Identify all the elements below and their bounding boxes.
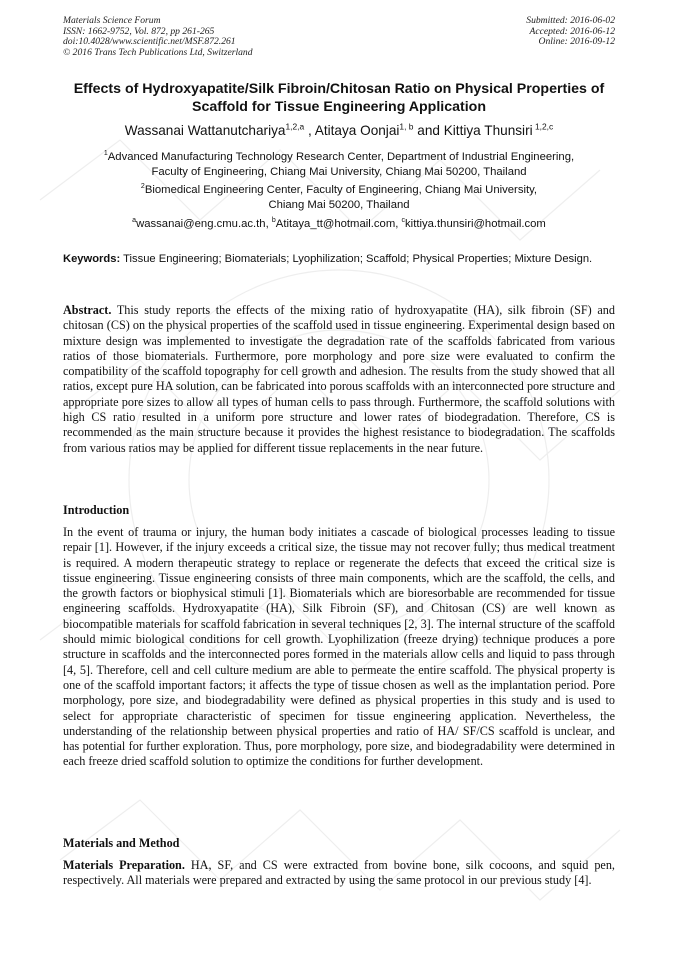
paper-title: Effects of Hydroxyapatite/Silk Fibroin/Chitosan Ratio on Physical Properties of Scaffold for Tissue Engineering Application [73,81,605,115]
doi-line: doi:10.4028/www.scientific.net/MSF.872.261 [63,36,236,48]
affiliation-1 [40,150,638,179]
copyright-line: © 2016 Trans Tech Publications Ltd, Switzerland [63,46,253,58]
email-mark: c [401,217,406,225]
author-separator: , [304,123,315,138]
affiliation-mark: 2 [140,183,145,191]
affiliation-line: Chiang Mai 50200, Thailand [268,198,410,211]
author-affiliation-mark: 1, b [399,121,414,132]
email-mark: a [132,217,137,225]
affiliation-line [40,183,638,198]
materials-preparation-text: HA, SF, and CS were extracted from bovine bone, silk cocoons, and squid pen, respectively. All materials were prepared and extracted by using the same protocol in our previous study [4]. [63,858,615,888]
author-affiliation-mark: 1,2,c [532,121,554,132]
journal-name: Materials Science Forum [63,15,161,26]
journal-dates-right [526,16,615,48]
author-name: Wassanai Wattanutchariya [124,123,286,138]
keywords-label: Keywords: [63,253,121,265]
email-address[interactable]: Atitaya_tt@hotmail.com, [275,218,402,230]
author-separator: and [413,123,444,138]
affiliation-text: Advanced Manufacturing Technology Research Center, Department of Industrial Engineering, [107,151,575,163]
introduction-heading: Introduction [63,503,130,517]
materials-preparation-paragraph [63,858,615,889]
affiliation-line [40,150,638,165]
issn-line: ISSN: 1662-9752, Vol. 872, pp 261-265 [63,25,215,37]
author-affiliation-mark: 1,2,a [285,121,305,132]
email-mark: b [271,217,276,225]
email-address[interactable]: wassanai@eng.cmu.ac.th, [136,218,272,230]
accepted-date: Accepted: 2016-06-12 [529,25,615,37]
introduction-text: In the event of trauma or injury, the human body initiates a cascade of biological processes leading to tissue repair [1]. However, if the injury exceeds a critical size, the tissue may not recover fully; thus medical treatment is required. A modern therapeutic strategy to replace or regenerate the defects that exceed the critical size is tissue engineering. Tissue engineering consists of three main components, which are the scaffold, the cells, and the growth factors or biophysical stimuli [1]. Biomaterials which are bioresorbable are recommended for tissue engineering scaffolds. Hydroxyapatite (HA), Silk Fibroin (SF), and Chitosan (CS) are well known as biocompatible materials for scaffold fabrication in several techniques [2, 3]. The internal structure of the scaffold should mimic biological conditions for cell growth. Lyophilization (freeze drying) technique produces a pore structure in scaffolds and the interconnected pores formed in the materials allow cells and liquid to pass through [4, 5]. Therefore, cell and cell culture medium are able to permeate the entire scaffold. The physical property is one of the scaffold important factors; it affects the type of tissue chosen as well as the implantation period. Pore morphology, pore size, and biodegradability were defined as physical properties in this study and is used to select for appropriate characteristic of specimen for tissue engineering application. Nevertheless, the understanding of the relationship between physical properties and ratio of HA/ SF/CS scaffold is unclear, and has potential for further exploration. Thus, pore morphology, pore size, and biodegradability were determined in each freeze dried scaffold solution to optimize the conditions for further development. [63,525,615,769]
author-name: Atitaya Oonjai [314,123,400,138]
materials-preparation-label: Materials Preparation. [63,858,185,872]
author-emails [40,217,638,231]
materials-method-heading: Materials and Method [63,836,180,850]
affiliation-text: Biomedical Engineering Center, Faculty of Engineering, Chiang Mai University, [144,184,538,196]
author-list [40,122,638,140]
abstract-label: Abstract. [63,303,112,317]
journal-info-left [63,16,253,58]
affiliation-line: Faculty of Engineering, Chiang Mai University, Chiang Mai 50200, Thailand [151,165,527,178]
affiliation-2 [40,183,638,212]
keywords-text: Tissue Engineering; Biomaterials; Lyophilization; Scaffold; Physical Properties; Mixture Design. [120,253,593,265]
author-name: Kittiya Thunsiri [443,123,533,138]
online-date: Online: 2016-09-12 [538,36,615,48]
email-address[interactable]: kittiya.thunsiri@hotmail.com [405,218,546,230]
submitted-date: Submitted: 2016-06-02 [526,15,615,26]
abstract-section [63,303,615,456]
affiliation-mark: 1 [103,150,108,158]
abstract-text: This study reports the effects of the mixing ratio of hydroxyapatite (HA), silk fibroin (SF) and chitosan (CS) on the physical properties of the scaffold used in tissue engineering. Experimental design based on mixture design was implemented to investigate the degradation rate of the scaffolds fabricated from various ratios of those biomaterials. Furthermore, pore morphology and pore size were evaluated to confirm the compatibility of the scaffold topography for cell growth and adhesion. The results from the study showed that all ratios, except pure HA solution, can be fabricated into porous scaffolds with an interconnected pore structure and appropriate pore sizes to allow all types of human cells to pass through. Furthermore, the scaffold solutions with high CS ratio resulted in a uniform pore structure and lower rates of biodegradation. Therefore, CS is recommended as the main structure because it provides the highest resistance to biodegradation. The scaffolds from various ratios may be applied for different tissue replacements in the near future. [63,303,615,455]
keywords-section [63,253,615,267]
